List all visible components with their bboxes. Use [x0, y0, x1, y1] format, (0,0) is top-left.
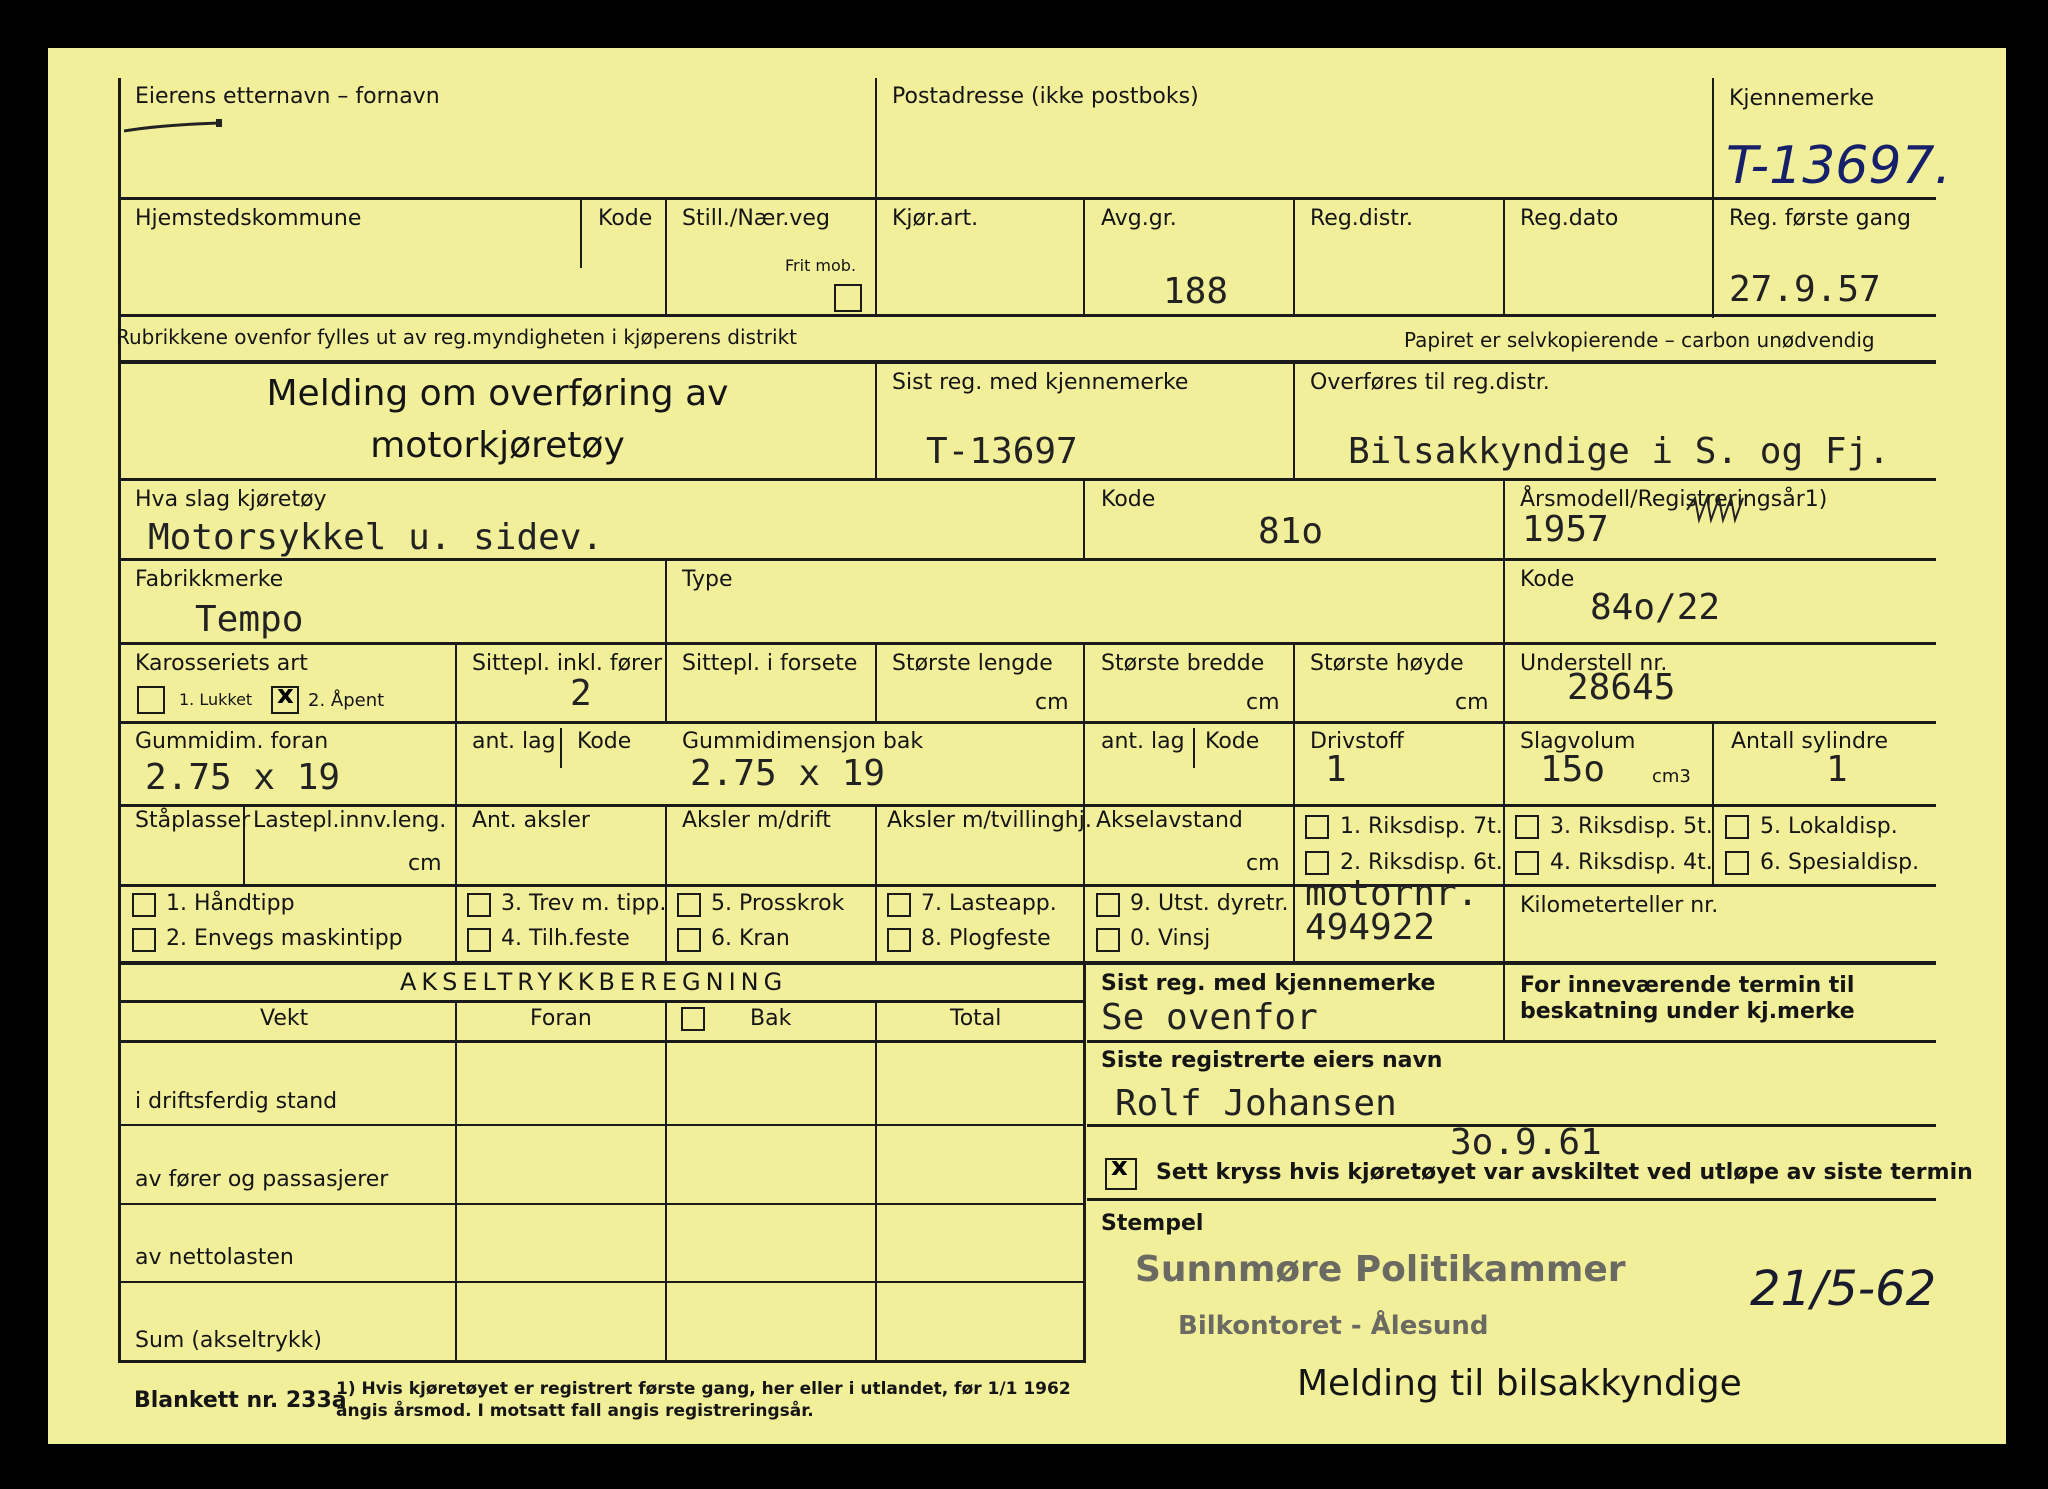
- cylinders-value: 1: [1826, 749, 1848, 790]
- last-reg-label: Sist reg. med kjennemerke: [892, 370, 1189, 395]
- row-nettolast: av nettolasten: [135, 1245, 294, 1270]
- type-label: Type: [682, 567, 733, 592]
- odometer-label: Kilometerteller nr.: [1520, 893, 1719, 918]
- tyre-rear-layers-label: ant. lag: [1101, 729, 1185, 754]
- width-label: Største bredde: [1101, 651, 1265, 676]
- body-closed-label: 1. Lukket: [179, 690, 253, 709]
- spesialdisp-label: 6. Spesialdisp.: [1760, 850, 1920, 875]
- riksdisp-3-checkbox[interactable]: [1515, 815, 1539, 839]
- length-label: Største lengde: [892, 651, 1053, 676]
- length-unit: cm: [1035, 690, 1069, 715]
- lokaldisp-checkbox[interactable]: [1725, 815, 1749, 839]
- kind-code-value: 81o: [1258, 511, 1324, 552]
- to-distr-label: Overføres til reg.distr.: [1310, 370, 1550, 395]
- postal-label: Postadresse (ikke postboks): [892, 84, 1199, 109]
- cylinders-label: Antall sylindre: [1731, 729, 1889, 754]
- tax-group-value: 188: [1163, 271, 1229, 312]
- equip-3-checkbox[interactable]: [467, 893, 491, 917]
- riksdisp-1-label: 1. Riksdisp. 7t.: [1340, 814, 1503, 839]
- motor-label: motornr.: [1305, 873, 1479, 914]
- col-foran: Foran: [530, 1006, 592, 1031]
- handwritten-date: 21/5-62: [1750, 1261, 1937, 1317]
- fritmob-checkbox[interactable]: [834, 284, 862, 312]
- spesialdisp-checkbox[interactable]: [1725, 851, 1749, 875]
- kind-value: Motorsykkel u. sidev.: [148, 517, 604, 558]
- seats-value: 2: [570, 673, 592, 714]
- cargo-len-unit: cm: [408, 851, 442, 876]
- tyre-front-value: 2.75 x 19: [145, 757, 341, 798]
- body-closed-checkbox[interactable]: [137, 686, 165, 714]
- body-open-label: 2. Åpent: [308, 690, 385, 711]
- equip-7-checkbox[interactable]: [887, 893, 911, 917]
- tyre-front-code-label: Kode: [577, 729, 632, 754]
- last-owner-value: Rolf Johansen: [1115, 1083, 1397, 1124]
- scrapped-checkbox[interactable]: [1105, 1158, 1137, 1190]
- col-bak: Bak: [750, 1006, 792, 1031]
- cargo-len-label: Lastepl.innv.leng.: [253, 808, 447, 833]
- displacement-label: Slagvolum: [1520, 729, 1636, 754]
- equip-0-label: 0. Vinsj: [1130, 926, 1211, 951]
- lokaldisp-label: 5. Lokaldisp.: [1760, 814, 1898, 839]
- equip-4-checkbox[interactable]: [467, 928, 491, 952]
- reg-distr-label: Reg.distr.: [1310, 206, 1413, 231]
- displacement-value: 15o: [1540, 749, 1606, 790]
- width-unit: cm: [1246, 690, 1280, 715]
- equip-8-checkbox[interactable]: [887, 928, 911, 952]
- current-term-label: For inneværende termin til beskatning under kj.merke: [1520, 973, 1855, 1025]
- displacement-unit: cm3: [1652, 766, 1691, 787]
- axle-calc-heading: AKSELTRYKKBEREGNING: [400, 968, 788, 996]
- scrapped-label: Sett kryss hvis kjøretøyet var avskiltet ved utløpe av siste termin: [1156, 1160, 1973, 1185]
- kind-label: Hva slag kjøretøy: [135, 487, 327, 512]
- riksdisp-2-label: 2. Riksdisp. 6t.: [1340, 850, 1503, 875]
- equip-1-checkbox[interactable]: [132, 893, 156, 917]
- equip-0-checkbox[interactable]: [1096, 928, 1120, 952]
- chassis-value: 28645: [1567, 667, 1676, 708]
- tyre-front-layers-label: ant. lag: [472, 729, 556, 754]
- last-reg-value: T-13697: [926, 431, 1078, 472]
- body-open-checkbox[interactable]: [271, 686, 299, 714]
- riksdisp-4-label: 4. Riksdisp. 4t.: [1550, 850, 1713, 875]
- to-distr-value: Bilsakkyndige i S. og Fj.: [1348, 431, 1890, 472]
- equip-9-label: 9. Utst. dyretr.: [1130, 891, 1289, 916]
- row-sum: Sum (akseltrykk): [135, 1328, 322, 1353]
- row-driftsferdig: i driftsferdig stand: [135, 1089, 338, 1114]
- bottom-title: Melding til bilsakkyndige: [1297, 1363, 1742, 1404]
- height-label: Største høyde: [1310, 651, 1464, 676]
- equip-3-label: 3. Trev m. tipp.: [501, 891, 667, 916]
- fuel-value: 1: [1325, 749, 1347, 790]
- wheelbase-unit: cm: [1246, 851, 1280, 876]
- body-label: Karosseriets art: [135, 651, 308, 676]
- bak-checkbox[interactable]: [681, 1007, 705, 1031]
- wheelbase-label: Akselavstand: [1096, 808, 1243, 833]
- equip-2-label: 2. Envegs maskintipp: [166, 926, 403, 951]
- first-reg-label: Reg. første gang: [1729, 206, 1912, 231]
- equip-6-checkbox[interactable]: [677, 928, 701, 952]
- owner-label: Eierens etternavn – fornavn: [135, 84, 440, 109]
- axles-label: Ant. aksler: [472, 808, 590, 833]
- road-label: Still./Nær.veg: [682, 206, 830, 231]
- municipality-label: Hjemstedskommune: [135, 206, 362, 231]
- driven-axles-label: Aksler m/drift: [682, 808, 831, 833]
- model-year-strikeout: [1685, 490, 1785, 530]
- note-right: Papiret er selvkopierende – carbon unødvendig: [1404, 328, 1875, 352]
- equip-1-label: 1. Håndtipp: [166, 891, 295, 916]
- standing-label: Ståplasser: [135, 808, 251, 833]
- seats-label: Sittepl. inkl. fører: [472, 651, 663, 676]
- fritmob-label: Frit mob.: [785, 256, 857, 275]
- tyre-rear-code-label: Kode: [1205, 729, 1260, 754]
- stamp-label: Stempel: [1101, 1211, 1204, 1236]
- equip-5-label: 5. Prosskrok: [711, 891, 845, 916]
- form-title-line1: Melding om overføring av: [266, 373, 729, 414]
- owner-scribble: [120, 115, 230, 135]
- code-label: Kode: [598, 206, 653, 231]
- model-year-value: 1957: [1522, 509, 1609, 550]
- last-reg-value-2: Se ovenfor: [1101, 997, 1318, 1038]
- plate-handwritten: T-13697.: [1726, 136, 1952, 196]
- stamp-line1: Sunnmøre Politikammer: [1135, 1249, 1626, 1290]
- date-value: 3o.9.61: [1450, 1122, 1602, 1163]
- front-seats-label: Sittepl. i forsete: [682, 651, 858, 676]
- make-code-value: 84o/22: [1590, 587, 1721, 628]
- motor-value: 494922: [1305, 907, 1436, 948]
- equip-2-checkbox[interactable]: [132, 928, 156, 952]
- row-forer: av fører og passasjerer: [135, 1167, 389, 1192]
- riksdisp-4-checkbox[interactable]: [1515, 851, 1539, 875]
- tyre-rear-label: Gummidimensjon bak: [682, 729, 924, 754]
- model-year-label: Årsmodell/Registreringsår1): [1520, 487, 1828, 512]
- reg-date-label: Reg.dato: [1520, 206, 1619, 231]
- last-owner-label: Siste registrerte eiers navn: [1101, 1048, 1443, 1073]
- equip-7-label: 7. Lasteapp.: [921, 891, 1057, 916]
- first-reg-value: 27.9.57: [1729, 269, 1881, 310]
- tyre-front-label: Gummidim. foran: [135, 729, 329, 754]
- chassis-label: Understell nr.: [1520, 651, 1668, 676]
- riksdisp-2-checkbox[interactable]: [1305, 851, 1329, 875]
- drive-type-label: Kjør.art.: [892, 206, 979, 231]
- equip-4-label: 4. Tilh.feste: [501, 926, 630, 951]
- riksdisp-1-checkbox[interactable]: [1305, 815, 1329, 839]
- stamp-line2: Bilkontoret - Ålesund: [1178, 1311, 1489, 1341]
- plate-label: Kjennemerke: [1729, 86, 1874, 111]
- equip-6-label: 6. Kran: [711, 926, 790, 951]
- riksdisp-3-label: 3. Riksdisp. 5t.: [1550, 814, 1713, 839]
- form-title-line2: motorkjøretøy: [370, 425, 625, 466]
- fuel-label: Drivstoff: [1310, 729, 1404, 754]
- equip-5-checkbox[interactable]: [677, 893, 701, 917]
- equip-9-checkbox[interactable]: [1096, 893, 1120, 917]
- form-number: Blankett nr. 233a: [134, 1388, 347, 1413]
- footnote: 1) Hvis kjøretøyet er registrert første gang, her eller i utlandet, før 1/1 1962 angis årsmod. I motsatt fall angis registreringsår.: [336, 1379, 1071, 1422]
- tax-group-label: Avg.gr.: [1101, 206, 1177, 231]
- kind-code-label: Kode: [1101, 487, 1156, 512]
- make-code-label: Kode: [1520, 567, 1575, 592]
- equip-8-label: 8. Plogfeste: [921, 926, 1051, 951]
- make-label: Fabrikkmerke: [135, 567, 284, 592]
- col-total: Total: [950, 1006, 1002, 1031]
- make-value: Tempo: [195, 599, 304, 640]
- note-left: Rubrikkene ovenfor fylles ut av reg.myndigheten i kjøperens distrikt: [116, 325, 797, 349]
- twin-axles-label: Aksler m/tvillinghj.: [887, 808, 1092, 833]
- last-reg-label-2: Sist reg. med kjennemerke: [1101, 971, 1436, 996]
- height-unit: cm: [1455, 690, 1489, 715]
- tyre-rear-value: 2.75 x 19: [690, 753, 886, 794]
- col-vekt: Vekt: [260, 1006, 309, 1031]
